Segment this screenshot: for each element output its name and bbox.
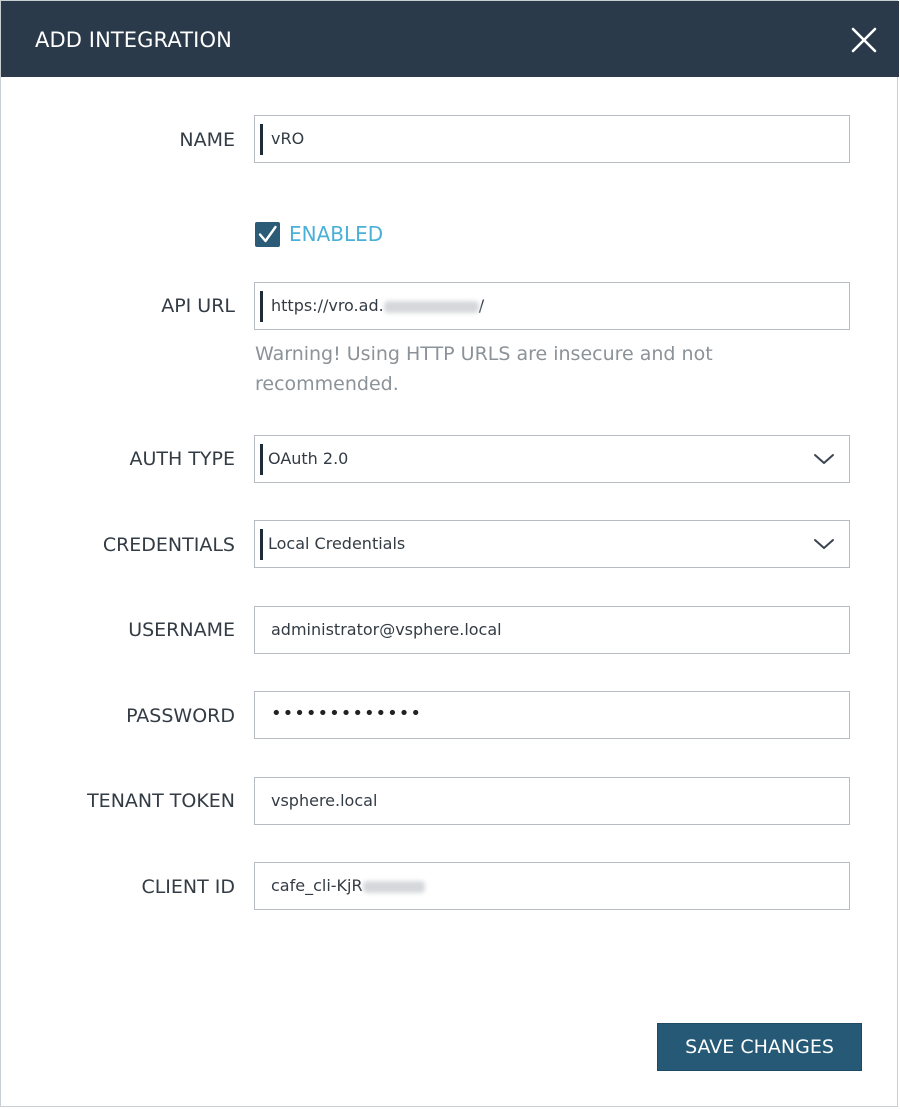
credentials-select[interactable] — [254, 520, 850, 568]
username-input[interactable] — [254, 606, 850, 654]
enabled-label[interactable]: ENABLED — [289, 222, 384, 246]
save-changes-button[interactable]: SAVE CHANGES — [657, 1023, 862, 1071]
password-input[interactable] — [254, 691, 850, 739]
text-cursor — [260, 124, 263, 155]
credentials-label: CREDENTIALS — [102, 534, 235, 556]
redacted-blur — [384, 301, 479, 313]
dialog-header — [1, 1, 899, 77]
text-cursor — [260, 444, 263, 475]
name-value: vRO — [271, 129, 305, 148]
api-url-label: API URL — [161, 295, 235, 317]
client-id-value — [271, 875, 425, 897]
text-cursor — [260, 529, 263, 560]
tenant-token-value: vsphere.local — [271, 791, 378, 810]
text-cursor — [260, 291, 263, 322]
auth-type-value: OAuth 2.0 — [268, 449, 349, 468]
tenant-token-input[interactable] — [254, 777, 850, 825]
checkmark-icon — [255, 222, 280, 247]
username-label: USERNAME — [128, 619, 235, 641]
close-icon — [849, 25, 879, 55]
auth-type-label: AUTH TYPE — [129, 448, 235, 470]
name-input[interactable] — [254, 115, 850, 163]
password-label: PASSWORD — [126, 705, 235, 727]
close-button[interactable] — [849, 25, 879, 55]
username-value: administrator@vsphere.local — [271, 620, 502, 639]
api-url-prefix: https://vro.ad. — [271, 296, 384, 315]
api-url-suffix: / — [478, 296, 485, 315]
chevron-down-icon — [813, 452, 835, 466]
api-url-input[interactable] — [254, 282, 850, 330]
tenant-token-label: TENANT TOKEN — [87, 790, 235, 812]
client-id-label: CLIENT ID — [141, 876, 235, 898]
name-label: NAME — [179, 129, 235, 151]
password-value: ••••••••••••• — [271, 703, 423, 724]
client-id-prefix: cafe_cli-KjR — [271, 876, 363, 895]
redacted-blur — [363, 881, 425, 893]
auth-type-select[interactable] — [254, 435, 850, 483]
dialog-title: ADD INTEGRATION — [35, 28, 232, 52]
api-url-value — [271, 295, 484, 317]
chevron-down-icon — [813, 537, 835, 551]
enabled-checkbox[interactable] — [255, 222, 280, 247]
credentials-value: Local Credentials — [268, 534, 406, 553]
client-id-input[interactable] — [254, 862, 850, 910]
http-warning-text: Warning! Using HTTP URLS are insecure and not recommended. — [255, 343, 713, 395]
